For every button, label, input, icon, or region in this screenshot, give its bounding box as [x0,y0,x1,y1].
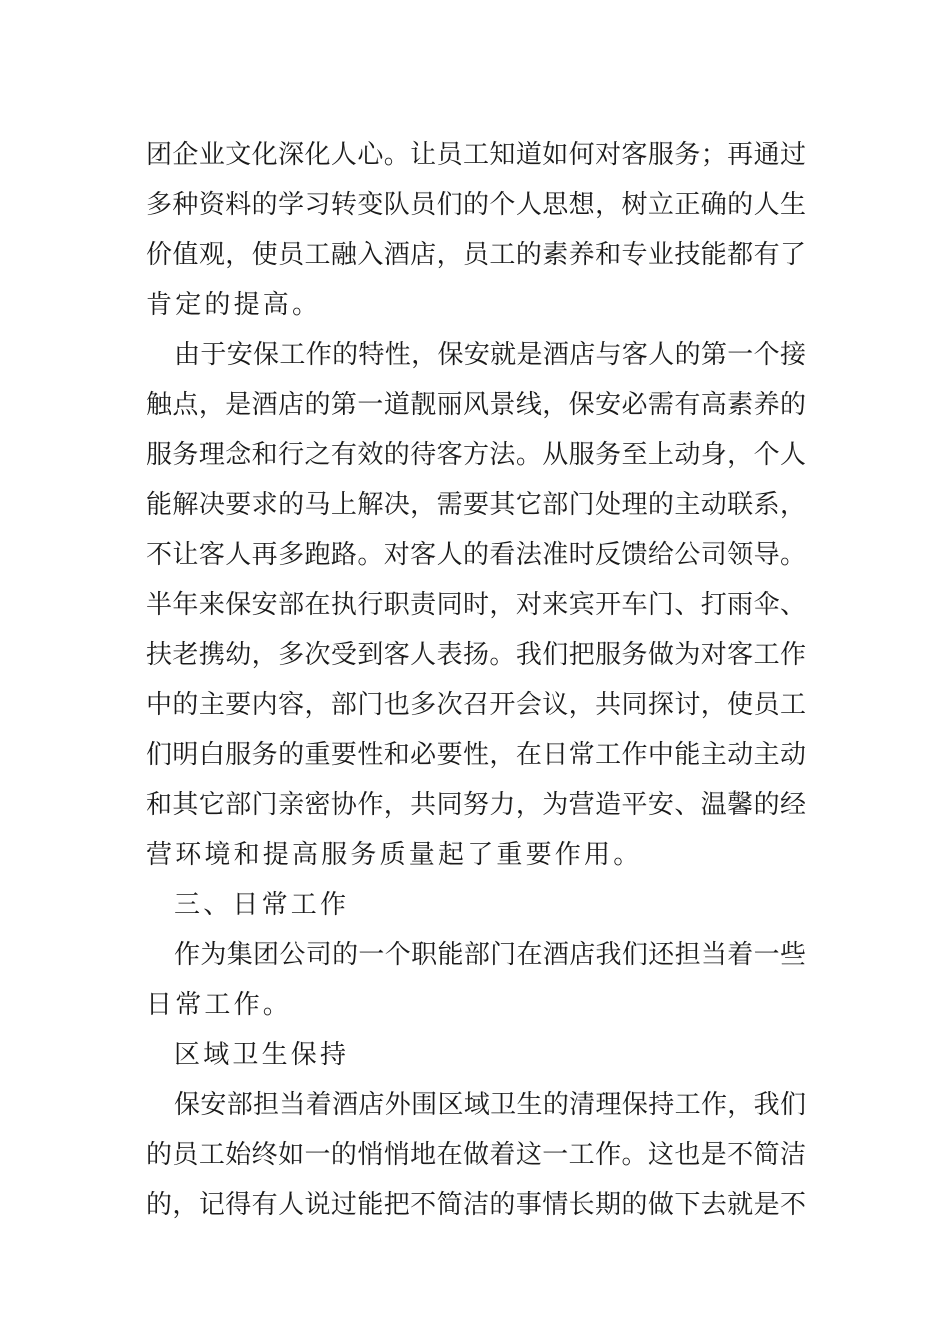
text-line: 中的主要内容，部门也多次召开会议，共同探讨，使员工 [146,690,806,720]
text-line: 半年来保安部在执行职责同时，对来宾开车门、打雨伞、 [146,590,806,620]
text-line: 日常工作。 [146,990,293,1020]
text-line: 由于安保工作的特性，保安就是酒店与客人的第一个接 [174,340,806,370]
text-line: 价值观，使员工融入酒店，员工的素养和专业技能都有了 [146,240,806,270]
text-line: 服务理念和行之有效的待客方法。从服务至上动身，个人 [146,440,806,470]
text-line: 的员工始终如一的悄悄地在做着这一工作。这也是不简洁 [146,1140,806,1170]
text-line: 不让客人再多跑路。对客人的看法准时反馈给公司领导。 [146,540,806,570]
text-line: 营环境和提高服务质量起了重要作用。 [146,840,643,870]
text-line: 团企业文化深化人心。让员工知道如何对客服务；再通过 [146,140,806,170]
text-line: 多种资料的学习转变队员们的个人思想，树立正确的人生 [146,190,806,220]
subsection-heading: 区域卫生保持 [174,1040,350,1070]
text-line: 们明白服务的重要性和必要性，在日常工作中能主动主动 [146,740,806,770]
document-body [146,130,806,1230]
text-line: 能解决要求的马上解决，需要其它部门处理的主动联系， [146,490,806,520]
text-line: 保安部担当着酒店外围区域卫生的清理保持工作，我们 [174,1090,806,1120]
section-heading: 三、日常工作 [174,890,350,920]
text-line: 和其它部门亲密协作，共同努力，为营造平安、温馨的经 [146,790,806,820]
text-line: 触点，是酒店的第一道靓丽风景线，保安必需有高素养的 [146,390,806,420]
text-line: 扶老携幼，多次受到客人表扬。我们把服务做为对客工作 [146,640,806,670]
text-line: 作为集团公司的一个职能部门在酒店我们还担当着一些 [174,940,806,970]
text-line: 的，记得有人说过能把不简洁的事情长期的做下去就是不 [146,1190,806,1220]
text-line: 肯定的提高。 [146,290,322,320]
